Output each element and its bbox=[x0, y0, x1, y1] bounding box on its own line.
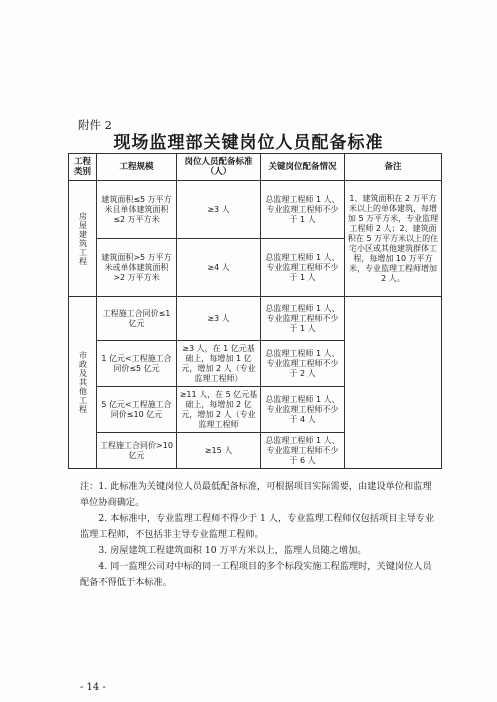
scale-cell: 建筑面积≤5 万平方米且单体建筑面积≤2 万平方米 bbox=[97, 181, 177, 239]
note-item: 3. 房屋建筑工程建筑面积 10 万平方米以上，监理人员随之增加。 bbox=[98, 545, 367, 556]
standard-cell: ≥3 人 bbox=[177, 297, 261, 341]
key-position-cell: 总监理工程师 1 人、专业监理工程师不少于 1 人 bbox=[261, 239, 345, 297]
category-cell: 市政及其他工程 bbox=[69, 297, 97, 469]
key-position-cell: 总监理工程师 1 人、专业监理工程师不少于 1 人 bbox=[261, 181, 345, 239]
note-item: 2. 本标准中，专业监理工程师不得少于 1 人，专业监理工程师仅包括项目主导专业监理工程师，不包括非主导专业监理工程师。 bbox=[80, 513, 435, 540]
header-remark: 备注 bbox=[345, 154, 442, 181]
standard-cell: ≥4 人 bbox=[177, 239, 261, 297]
notes-section bbox=[80, 479, 440, 591]
key-position-cell: 总监理工程师 1 人、专业监理工程师不少于 2 人 bbox=[261, 341, 345, 387]
scale-cell: 建筑面积>5 万平方米或单体建筑面积>2 万平方米 bbox=[97, 239, 177, 297]
table-row bbox=[69, 181, 442, 239]
key-position-cell: 总监理工程师 1 人、专业监理工程师不少于 6 人 bbox=[261, 433, 345, 469]
remark-cell-empty bbox=[345, 297, 442, 469]
staffing-standards-table bbox=[68, 153, 442, 469]
standard-cell: ≥3 人 bbox=[177, 181, 261, 239]
scale-cell: 工程施工合同价>10 亿元 bbox=[97, 433, 177, 469]
attachment-label: 附件 2 bbox=[78, 118, 112, 132]
scale-cell: 5 亿元<工程施工合同价≤10 亿元 bbox=[97, 387, 177, 433]
header-key-positions: 关键岗位配备情况 bbox=[261, 154, 345, 181]
key-position-cell: 总监理工程师 1 人、专业监理工程师不少于 4 人 bbox=[261, 387, 345, 433]
table-row bbox=[69, 297, 442, 341]
standard-cell: ≥3 人，在 1 亿元基础上，每增加 1 亿元，增加 2 人（专业监理工程师） bbox=[177, 341, 261, 387]
scale-cell: 1 亿元<工程施工合同价≤5 亿元 bbox=[97, 341, 177, 387]
header-scale: 工程规模 bbox=[97, 154, 177, 181]
note-item: 4. 同一监理公司对中标的同一工程项目的多个标段实施工程监理时，关键岗位人员配备不得低于本标准。 bbox=[80, 561, 432, 588]
standard-cell: ≥15 人 bbox=[177, 433, 261, 469]
document-title: 现场监理部关键岗位人员配备标准 bbox=[113, 133, 384, 153]
key-position-cell: 总监理工程师 1 人、专业监理工程师不少于 1 人 bbox=[261, 297, 345, 341]
table-header-row bbox=[69, 154, 442, 181]
scale-cell: 工程施工合同价≤1 亿元 bbox=[97, 297, 177, 341]
standard-cell: ≥11 人，在 5 亿元基础上，每增加 2 亿元，增加 2 人（专业监理工程师 bbox=[177, 387, 261, 433]
header-category: 工程类别 bbox=[69, 154, 97, 181]
category-cell: 房屋建筑工程 bbox=[69, 181, 97, 297]
note-item: 注：1. 此标准为关键岗位人员最低配备标准，可根据项目实际需要，由建设单位和监理单位协商确定。 bbox=[80, 481, 432, 508]
remark-cell: 1、建筑面积在 2 万平方米以上的单体建筑，每增加 5 万平方米，专业监理工程师 2 人；2、建筑面积在 5 万平方米以上的住宅小区或其他建筑群体工程，每增加 10 万平方米，专业监理工程师增加 2 人。 bbox=[345, 181, 442, 297]
header-standard: 岗位人员配备标准（人） bbox=[177, 154, 261, 181]
page-number: - 14 - bbox=[80, 682, 106, 693]
